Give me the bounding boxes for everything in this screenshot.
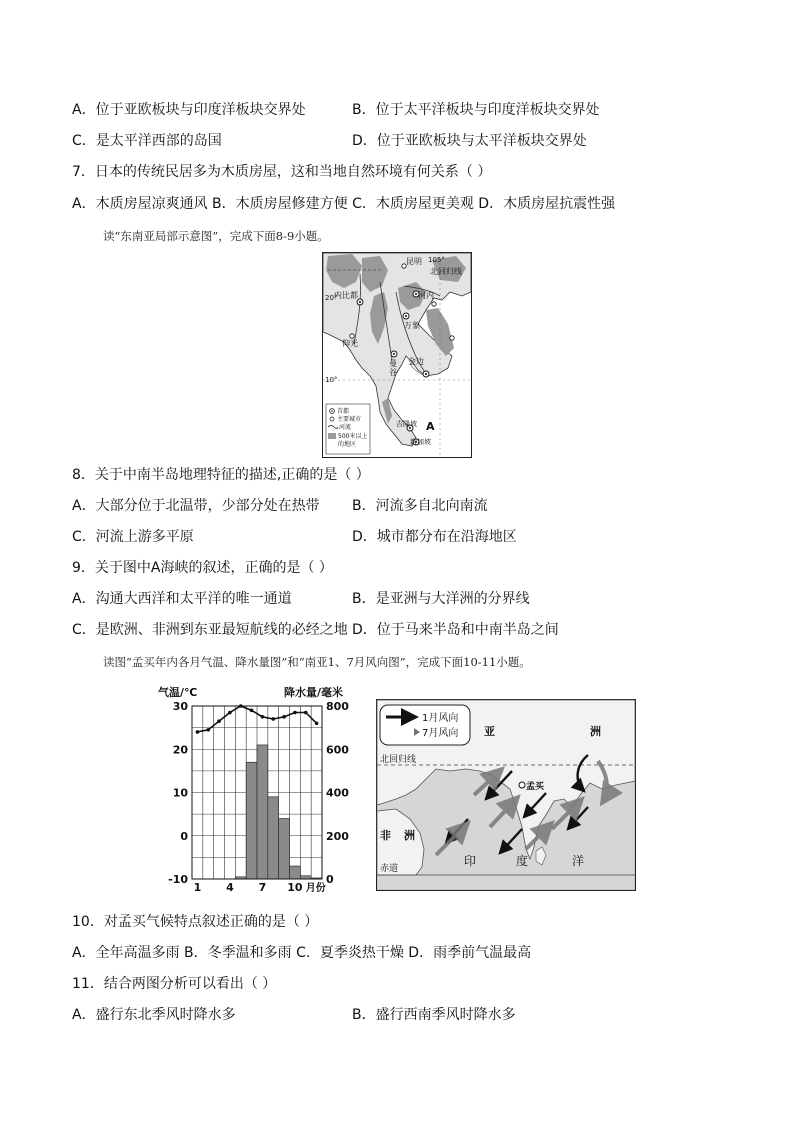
- temperature-point: [250, 709, 254, 713]
- x-tick-label: 10: [287, 881, 303, 894]
- y2-tick-label: 0: [326, 873, 334, 886]
- q10-options: A．全年高温多雨 B．冬季温和多雨 C．夏季炎热干燥 D．雨季前气温最高: [72, 945, 532, 961]
- y-tick-label: -10: [168, 873, 188, 886]
- legend-highland-1: 500米以上: [338, 433, 368, 440]
- label-lat10: 10°: [325, 376, 338, 384]
- y2-tick-label: 400: [326, 786, 349, 800]
- y2-tick-label: 200: [326, 829, 349, 843]
- chart-x-unit: 月份: [305, 883, 326, 894]
- southeast-asia-map: [322, 252, 472, 458]
- q6-option-c: C．是太平洋西部的岛国: [72, 133, 222, 149]
- q7-options: A．木质房屋凉爽通风 B．木质房屋修建方便 C．木质房屋更美观 D．木质房屋抗震性强: [72, 196, 616, 212]
- q9-stem: 9．关于图中A海峡的叙述，正确的是（ ）: [72, 560, 333, 576]
- label-mumbai: 孟买: [526, 782, 545, 792]
- label-tropic-cancer: 北回归线: [380, 755, 417, 765]
- q8-option-d: D．城市都分布在沿海地区: [352, 529, 517, 545]
- temperature-point: [228, 711, 232, 715]
- label-lon105: 105°: [428, 256, 445, 264]
- temperature-point: [261, 715, 265, 719]
- temperature-point: [304, 711, 308, 715]
- precipitation-bar: [246, 762, 257, 879]
- temperature-point: [282, 715, 286, 719]
- temperature-point: [206, 728, 210, 732]
- mumbai-climate-chart: [150, 682, 360, 894]
- legend-january-wind: 1月风向: [422, 713, 459, 724]
- x-tick-label: 7: [258, 881, 267, 894]
- q9-option-b: B．是亚洲与大洋洲的分界线: [352, 591, 530, 607]
- y2-tick-label: 600: [326, 743, 349, 757]
- chart-left-axis-title: 气温/℃: [158, 686, 198, 699]
- y-tick-label: 10: [172, 786, 188, 800]
- y-tick-label: 0: [180, 829, 188, 843]
- y-tick-label: 30: [172, 700, 188, 713]
- label-equator: 赤道: [380, 864, 399, 874]
- temperature-point: [271, 717, 275, 721]
- label-bangkok-1: 曼: [389, 359, 397, 368]
- label-lat20: 20°: [325, 294, 338, 302]
- south-asia-wind-map: [376, 699, 636, 891]
- label-naypyidaw: 内比都: [334, 291, 358, 300]
- label-africa-2: 洲: [404, 829, 415, 842]
- legend-highland-2: 的地区: [338, 441, 357, 448]
- temperature-point: [315, 722, 319, 726]
- precipitation-bar: [279, 818, 290, 879]
- q6-option-b: B．位于太平洋板块与印度洋板块交界处: [352, 102, 600, 118]
- label-vientiane: 万象: [404, 321, 420, 330]
- legend-river: 河流: [339, 424, 352, 431]
- q9-option-a: A．沟通大西洋和太平洋的唯一通道: [72, 591, 292, 607]
- label-singapore: 新加坡: [410, 438, 431, 446]
- label-kunming: 昆明: [406, 257, 422, 266]
- intro-10-11: 读图“孟买年内各月气温、降水量图”和“南亚1、7月风向图”，完成下面10-11小题。: [103, 655, 531, 669]
- precipitation-bar: [290, 866, 301, 879]
- temperature-point: [293, 711, 297, 715]
- label-kualalumpur: 吉隆坡: [396, 420, 417, 428]
- q10-stem: 10．对孟买气候特点叙述正确的是（ ）: [72, 914, 319, 930]
- label-ocean-2: 度: [516, 854, 529, 868]
- label-ocean-3: 洋: [572, 854, 585, 868]
- temperature-point: [217, 719, 221, 723]
- label-phnompenh: 金边: [408, 357, 424, 366]
- intro-8-9: 读“东南亚局部示意图”，完成下面8-9小题。: [103, 229, 329, 243]
- map-legend: [326, 404, 370, 454]
- label-asia-1: 亚: [484, 725, 495, 738]
- label-africa-1: 非: [380, 829, 391, 842]
- chart-right-axis-title: 降水量/毫米: [284, 686, 344, 699]
- precipitation-bar: [268, 797, 279, 879]
- mumbai-marker: [519, 782, 525, 788]
- label-ocean-1: 印: [464, 854, 477, 868]
- label-hanoi: 河内: [418, 291, 434, 300]
- wind-legend: [380, 705, 470, 745]
- label-strait-a: A: [426, 420, 435, 433]
- q8-option-c: C．河流上游多平原: [72, 529, 194, 545]
- x-tick-label: 1: [193, 881, 202, 894]
- x-tick-label: 4: [226, 881, 234, 894]
- legend-capital: 首都: [337, 408, 350, 415]
- q9-option-c: C．是欧洲、非洲到东亚最短航线的必经之地: [72, 622, 348, 638]
- q9-option-d: D．位于马来半岛和中南半岛之间: [352, 622, 559, 638]
- legend-city: 主要城市: [337, 416, 362, 423]
- q8-option-a: A．大部分位于北温带，少部分处在热带: [72, 498, 320, 514]
- q8-option-b: B．河流多自北向南流: [352, 498, 488, 514]
- q7-stem: 7．日本的传统民居多为木质房屋，这和当地自然环境有何关系（ ）: [72, 164, 492, 180]
- label-yangon: 仰光: [342, 339, 358, 348]
- q11-stem: 11．结合两图分析可以看出（ ）: [72, 976, 277, 992]
- temperature-point: [196, 730, 200, 734]
- q11-option-a: A．盛行东北季风时降水多: [72, 1007, 236, 1023]
- precipitation-bar: [257, 745, 268, 879]
- q11-option-b: B．盛行西南季风时降水多: [352, 1007, 516, 1023]
- q6-option-a: A．位于亚欧板块与印度洋板块交界处: [72, 102, 306, 118]
- q8-stem: 8．关于中南半岛地理特征的描述,正确的是（ ）: [72, 467, 370, 483]
- label-tropic: 北回归线: [430, 267, 462, 276]
- q6-option-d: D．位于亚欧板块与太平洋板块交界处: [352, 133, 587, 149]
- y-tick-label: 20: [172, 743, 188, 757]
- y2-tick-label: 800: [326, 700, 349, 713]
- label-bangkok-2: 谷: [389, 368, 397, 377]
- label-asia-2: 洲: [590, 725, 601, 738]
- legend-july-wind: 7月风向: [422, 728, 459, 739]
